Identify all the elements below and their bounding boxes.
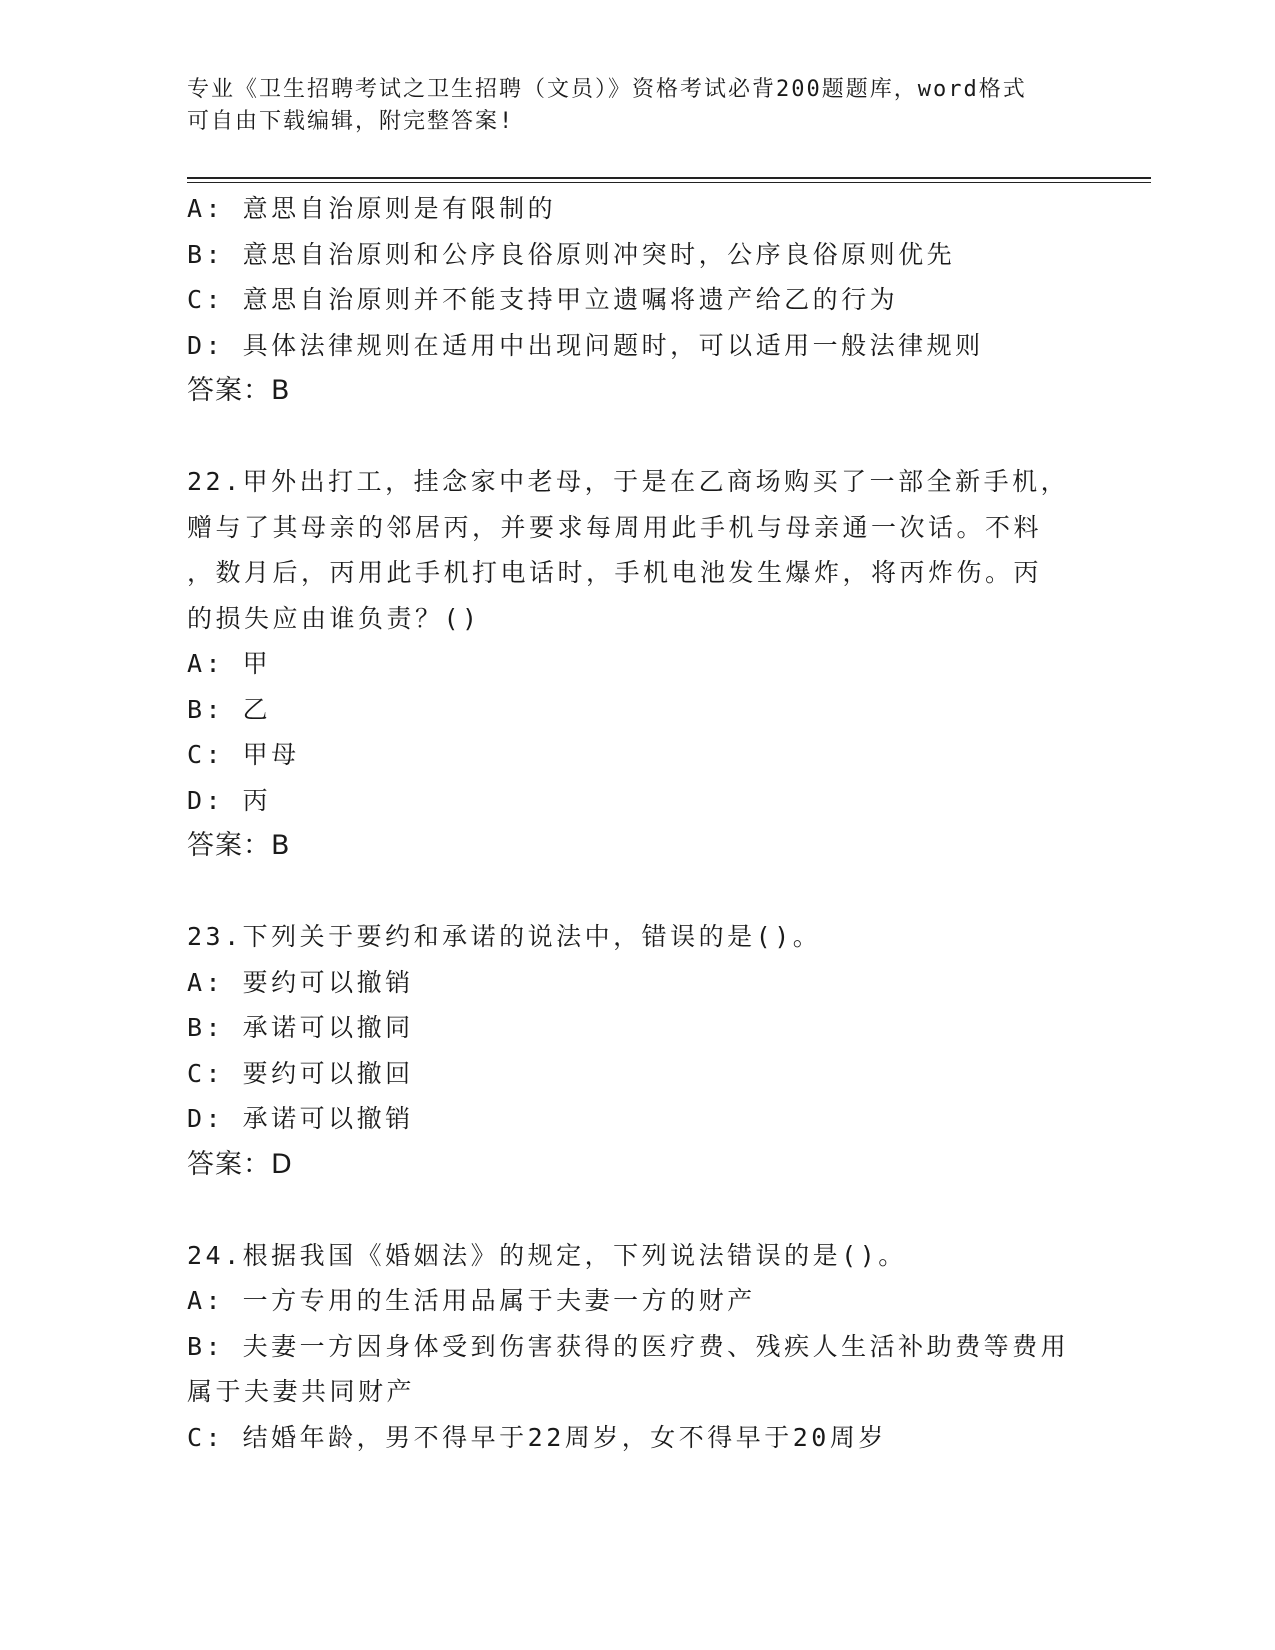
q24-option-b-line-1: B: 夫妻一方因身体受到伤害获得的医疗费、残疾人生活补助费等费用 (187, 1331, 1070, 1361)
question-24 (187, 1233, 1087, 1461)
q22-option-b: B: 乙 (187, 694, 272, 724)
spacer (187, 414, 1087, 460)
q21-option-a: A: 意思自治原则是有限制的 (187, 194, 557, 223)
q24-option-c: C: 结婚年龄，男不得早于22周岁，女不得早于20周岁 (187, 1422, 887, 1452)
q23-option-c: C: 要约可以撤回 (187, 1058, 414, 1088)
q21-option-c: C: 意思自治原则并不能支持甲立遗嘱将遗产给乙的行为 (187, 285, 899, 314)
spacer (187, 1187, 1087, 1233)
q24-stem-line-1: 24.根据我国《婚姻法》的规定，下列说法错误的是()。 (187, 1240, 907, 1270)
q21-option-b: B: 意思自治原则和公序良俗原则冲突时，公序良俗原则优先 (187, 239, 956, 269)
q24-option-b-line-2: 属于夫妻共同财产 (187, 1377, 416, 1406)
q22-stem-line-4: 的损失应由谁负责？() (187, 603, 481, 633)
question-list (187, 186, 1087, 1460)
q21-answer: 答案：B (187, 375, 291, 406)
q22-option-a: A: 甲 (187, 649, 272, 678)
q22-stem-line-1: 22.甲外出打工，挂念家中老母，于是在乙商场购买了一部全新手机， (187, 467, 1070, 496)
q22-option-d: D: 丙 (187, 785, 272, 815)
header-title-line-1: 专业《卫生招聘考试之卫生招聘（文员）》资格考试必背200题题库，word格式 (187, 77, 1027, 102)
q21-option-d: D: 具体法律规则在适用中出现问题时，可以适用一般法律规则 (187, 330, 984, 360)
q23-option-a: A: 要约可以撤销 (187, 967, 414, 997)
q22-stem-line-3: ，数月后，丙用此手机打电话时，手机电池发生爆炸，将丙炸伤。丙 (187, 558, 1043, 587)
header-title-line-2: 可自由下载编辑，附完整答案! (187, 109, 515, 134)
question-22 (187, 459, 1087, 869)
q23-option-b: B: 承诺可以撤同 (187, 1013, 414, 1042)
q24-option-a: A: 一方专用的生活用品属于夫妻一方的财产 (187, 1286, 756, 1315)
question-21 (187, 186, 1087, 414)
q22-option-c: C: 甲母 (187, 740, 300, 769)
header-divider-thick (187, 177, 1151, 179)
q22-stem-line-2: 赠与了其母亲的邻居丙，并要求每周用此手机与母亲通一次话。不料 (187, 512, 1043, 542)
q22-answer: 答案：B (187, 830, 291, 861)
q23-answer: 答案：D (187, 1148, 293, 1180)
question-23 (187, 914, 1087, 1187)
spacer (187, 869, 1087, 915)
document-header (187, 74, 1087, 138)
q23-option-d: D: 承诺可以撤销 (187, 1104, 414, 1133)
q23-stem-line-1: 23.下列关于要约和承诺的说法中，错误的是()。 (187, 922, 822, 951)
header-divider-thin (187, 182, 1151, 183)
